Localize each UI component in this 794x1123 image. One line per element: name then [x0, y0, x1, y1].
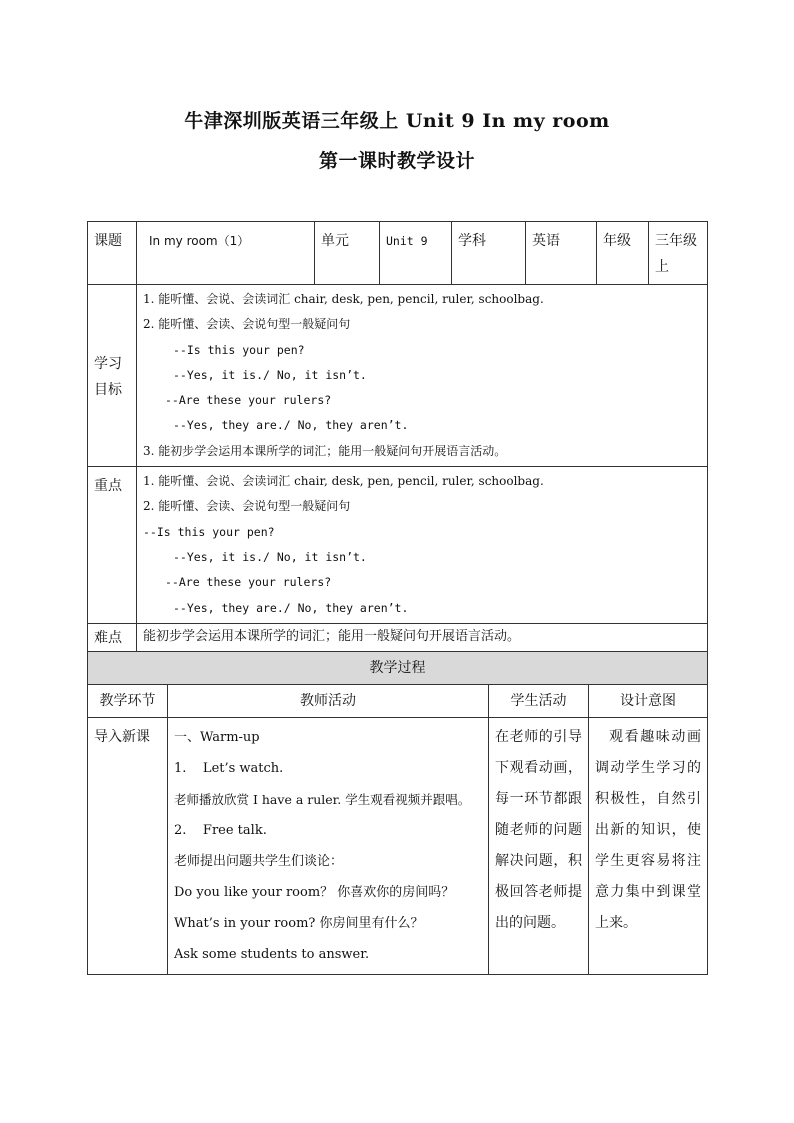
teacher-activity-line: Ask some students to answer. [174, 947, 370, 962]
unit-label: 单元 [315, 222, 380, 285]
key-points-content [137, 467, 708, 624]
design-intent: 观看趣味动画调动学生学习的积极性，自然引出新的知识，使学生更容易将注意力集中到课堂上来。 [589, 718, 708, 975]
difficulty-label: 难点 [88, 623, 137, 652]
key-point-line: 2. 能听懂、会读、会说句型一般疑问句 [143, 499, 351, 514]
info-row-topic [88, 222, 708, 285]
teacher-activity-line: 一、Warm-up [174, 730, 260, 745]
topic-value: In my room（1） [137, 222, 315, 285]
process-header: 教学过程 [88, 652, 708, 685]
lesson-info-table [87, 221, 708, 653]
student-activity: 在老师的引导下观看动画，每一环节都跟随老师的问题解决问题，积极回答老师提出的问题。 [489, 718, 589, 975]
grade-value: 三年级上 [649, 222, 708, 285]
subject-value: 英语 [526, 222, 597, 285]
key-point-line: --Are these your rulers? [165, 575, 332, 590]
objective-line: --Yes, it is./ No, it isn’t. [173, 367, 367, 382]
topic-label: 课题 [88, 222, 137, 285]
column-header-student: 学生活动 [489, 685, 589, 718]
difficulty-value: 能初步学会运用本课所学的词汇；能用一般疑问句开展语言活动。 [137, 623, 708, 652]
key-label: 重点 [88, 467, 137, 624]
teacher-activity-line: 老师播放欣赏 I have a ruler. 学生观看视频并跟唱。 [174, 792, 471, 807]
document-subtitle: 第一课时教学设计 [318, 150, 475, 172]
objectives-label-text: 学习目标 [94, 355, 122, 398]
column-header-stage: 教学环节 [88, 685, 168, 718]
process-row-intro [88, 718, 708, 975]
stage-name: 导入新课 [88, 718, 168, 975]
unit-value: Unit 9 [380, 222, 452, 285]
objective-line: 3. 能初步学会运用本课所学的词汇；能用一般疑问句开展语言活动。 [143, 443, 507, 458]
objective-line: --Are these your rulers? [165, 393, 332, 408]
info-row-key-points [88, 467, 708, 624]
objective-line: --Yes, they are./ No, they aren’t. [173, 418, 409, 433]
teacher-activity-line: 1. Let’s watch. [174, 761, 284, 776]
info-row-objectives [88, 285, 708, 467]
column-header-intent: 设计意图 [589, 685, 708, 718]
teacher-activity-line: What’s in your room? 你房间里有什么？ [174, 916, 424, 931]
key-point-line: 1. 能听懂、会说、会读词汇 chair, desk, pen, pencil, ruler, schoolbag. [143, 474, 544, 489]
objective-line: --Is this your pen? [173, 342, 305, 357]
subject-label: 学科 [452, 222, 526, 285]
objectives-label [88, 285, 137, 467]
column-header-teacher: 教师活动 [168, 685, 489, 718]
teaching-process-table [87, 651, 708, 975]
key-point-line: --Is this your pen? [143, 524, 275, 539]
objective-line: 2. 能听懂、会读、会说句型一般疑问句 [143, 317, 351, 332]
teacher-activity [168, 718, 489, 975]
info-row-difficulty [88, 623, 708, 652]
key-point-line: --Yes, it is./ No, it isn’t. [173, 549, 367, 564]
teacher-activity-line: 2. Free talk. [174, 823, 267, 838]
teacher-activity-line: Do you like your room？ 你喜欢你的房间吗？ [174, 885, 455, 900]
teacher-activity-line: 老师提出问题共学生们谈论： [174, 854, 344, 869]
grade-label: 年级 [597, 222, 649, 285]
key-point-line: --Yes, they are./ No, they aren’t. [173, 600, 409, 615]
objective-line: 1. 能听懂、会说、会读词汇 chair, desk, pen, pencil, ruler, schoolbag. [143, 292, 544, 306]
objectives-content [137, 285, 708, 467]
document-title: 牛津深圳版英语三年级上 Unit 9 In my room [184, 110, 610, 132]
